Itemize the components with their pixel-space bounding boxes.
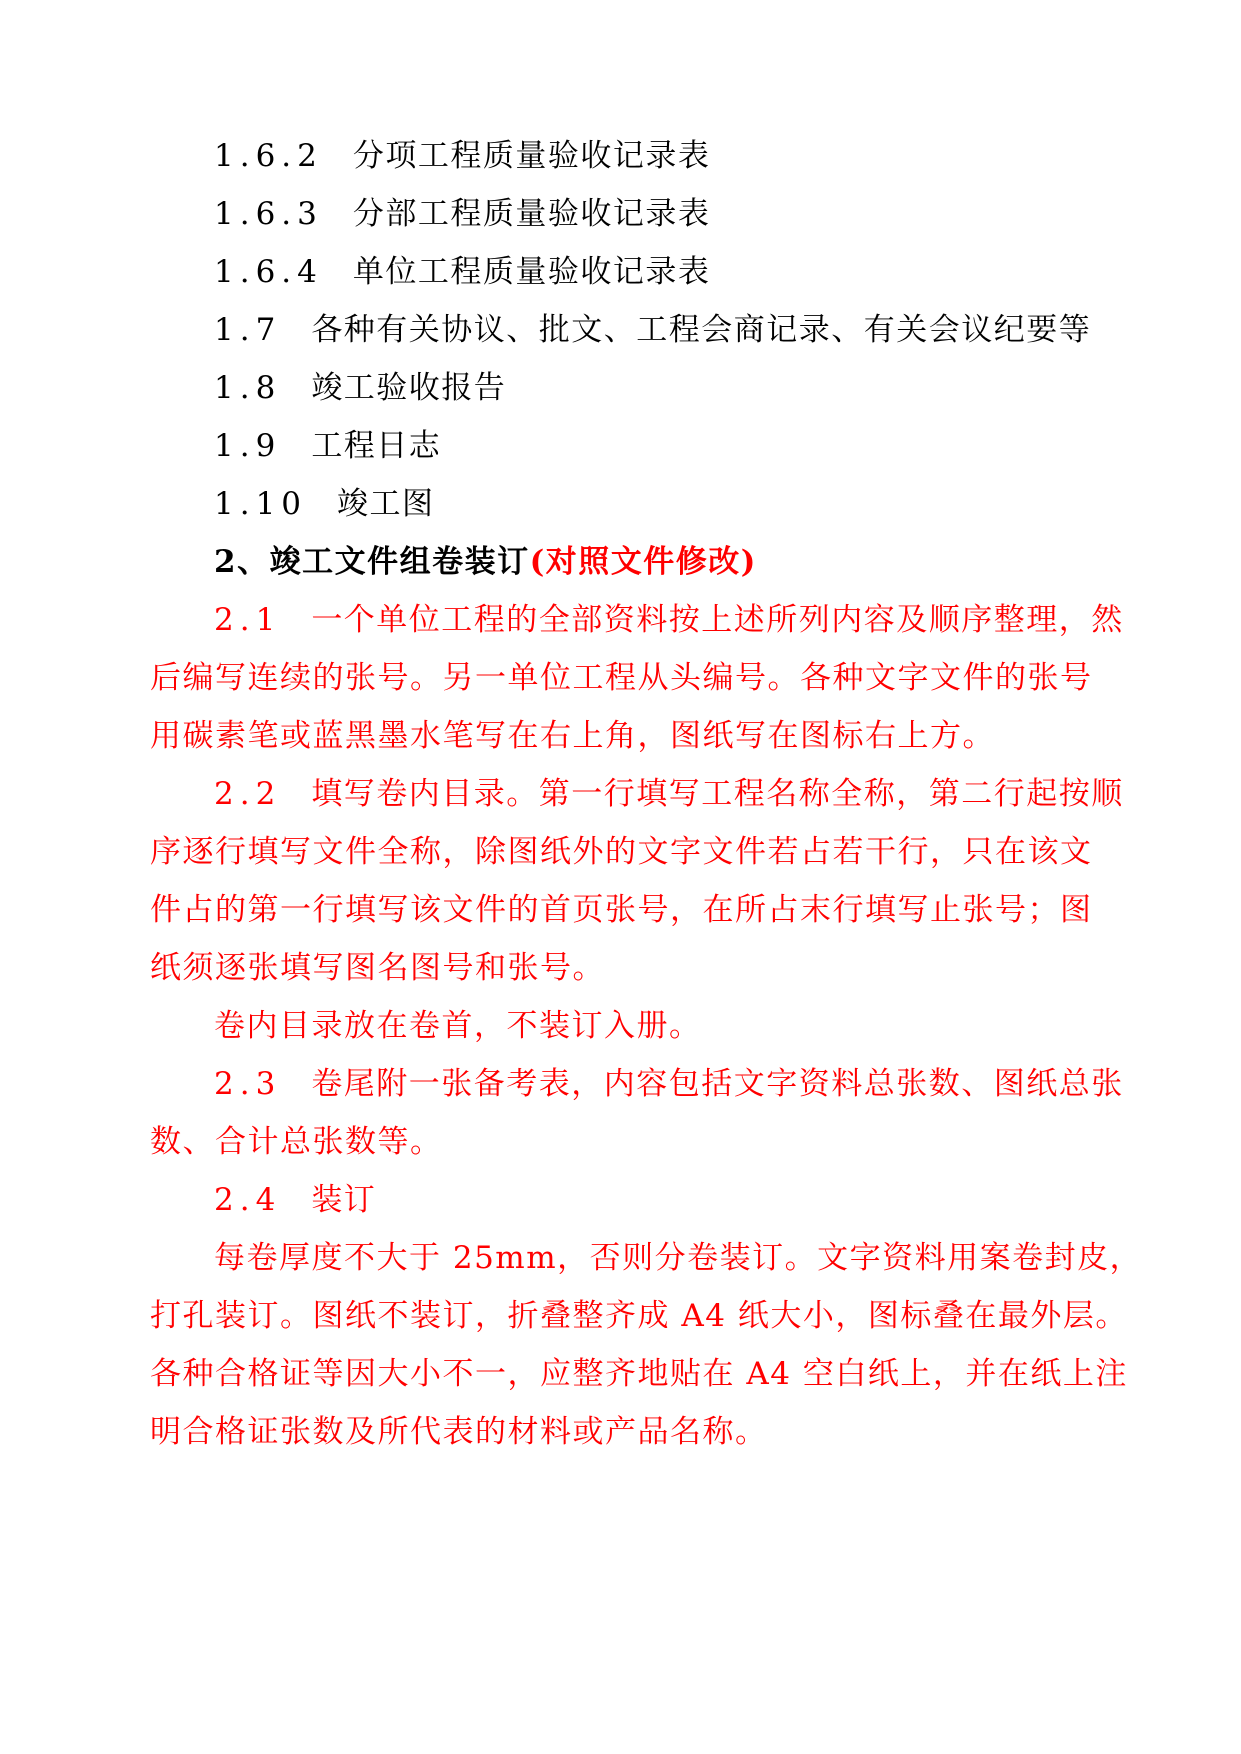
para-binding-line-2: 打孔装订。图纸不装订，折叠整齐成 A4 纸大小，图标叠在最外层。 (150, 1298, 1128, 1334)
toc-item-1-6-2 (214, 136, 710, 176)
toc-item-1-10 (214, 484, 435, 524)
toc-item-number: 1.10 (214, 486, 308, 522)
toc-item-number: 1.8 (214, 370, 282, 406)
para-2-1-line-3: 用碳素笔或蓝黑墨水笔写在右上角，图纸写在图标右上方。 (150, 718, 995, 754)
toc-item-number: 1.7 (214, 312, 282, 348)
para-2-1-line-1 (214, 600, 1124, 640)
para-text: 一个单位工程的全部资料按上述所列内容及顺序整理，然 (311, 602, 1124, 638)
toc-item-text: 竣工图 (337, 486, 435, 522)
toc-item-number: 1.9 (214, 428, 282, 464)
toc-item-text: 竣工验收报告 (311, 370, 507, 406)
para-2-2-line-1 (214, 774, 1124, 814)
section-heading (214, 542, 757, 582)
toc-item-text: 单位工程质量验收记录表 (352, 254, 711, 290)
para-2-2-line-4: 纸须逐张填写图名图号和张号。 (150, 950, 605, 986)
para-2-2-line-3: 件占的第一行填写该文件的首页张号，在所占末行填写止张号；图 (150, 892, 1093, 928)
para-number: 2.2 (214, 776, 282, 812)
para-2-3-line-2: 数、合计总张数等。 (150, 1124, 443, 1160)
para-toc-note: 卷内目录放在卷首，不装订入册。 (214, 1008, 702, 1044)
para-binding-line-3: 各种合格证等因大小不一，应整齐地贴在 A4 空白纸上，并在纸上注 (150, 1356, 1128, 1392)
toc-item-1-8 (214, 368, 506, 408)
para-text: 填写卷内目录。第一行填写工程名称全称，第二行起按顺 (311, 776, 1124, 812)
para-binding-line-1: 每卷厚度不大于 25mm，否则分卷装订。文字资料用案卷封皮， (214, 1240, 1143, 1276)
toc-item-1-9 (214, 426, 441, 466)
toc-item-text: 分部工程质量验收记录表 (352, 196, 711, 232)
para-number: 2.1 (214, 602, 282, 638)
para-text: 装订 (311, 1182, 377, 1218)
para-2-1-line-2: 后编写连续的张号。另一单位工程从头编号。各种文字文件的张号 (150, 660, 1093, 696)
toc-item-number: 1.6.2 (214, 138, 323, 174)
para-2-4-heading (214, 1180, 376, 1220)
toc-item-1-7 (214, 310, 1091, 350)
para-text: 卷尾附一张备考表，内容包括文字资料总张数、图纸总张 (311, 1066, 1124, 1102)
section-heading-note: (对照文件修改) (529, 544, 757, 580)
toc-item-number: 1.6.3 (214, 196, 323, 232)
section-heading-title: 2、竣工文件组卷装订 (214, 544, 530, 580)
para-number: 2.3 (214, 1066, 282, 1102)
para-binding-line-4: 明合格证张数及所代表的材料或产品名称。 (150, 1414, 768, 1450)
para-2-2-line-2: 序逐行填写文件全称，除图纸外的文字文件若占若干行，只在该文 (150, 834, 1093, 870)
toc-item-number: 1.6.4 (214, 254, 323, 290)
toc-item-text: 各种有关协议、批文、工程会商记录、有关会议纪要等 (311, 312, 1092, 348)
toc-item-1-6-4 (214, 252, 710, 292)
toc-item-1-6-3 (214, 194, 710, 234)
para-number: 2.4 (214, 1182, 282, 1218)
toc-item-text: 分项工程质量验收记录表 (352, 138, 711, 174)
toc-item-text: 工程日志 (311, 428, 442, 464)
para-2-3-line-1 (214, 1064, 1124, 1104)
